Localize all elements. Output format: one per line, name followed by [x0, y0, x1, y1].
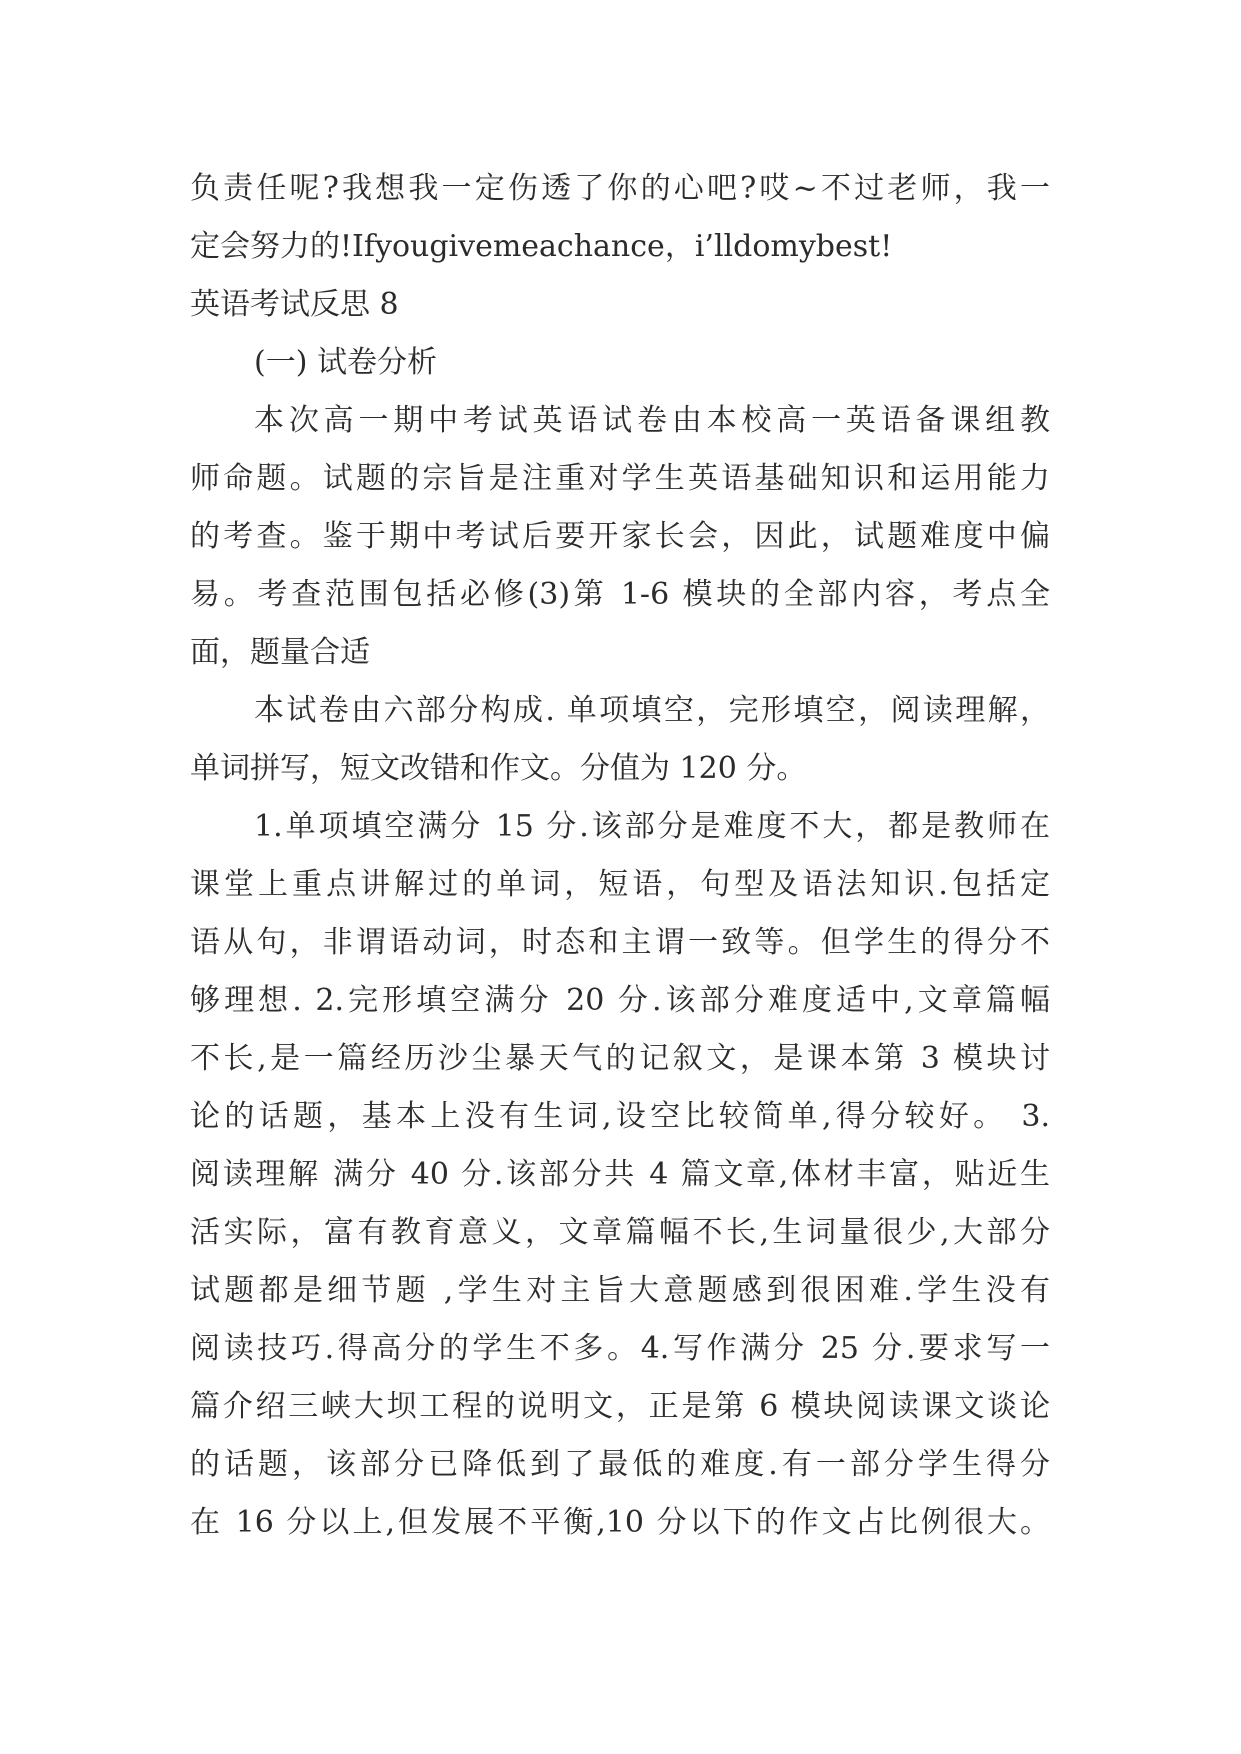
text-line: 阅读理解 满分 40 分.该部分共 4 篇文章,体材丰富，贴近生	[190, 1157, 1050, 1192]
paragraph-first-line: 1.单项填空满分 15 分.该部分是难度不大，都是教师在	[254, 809, 1050, 844]
text-line: 师命题。试题的宗旨是注重对学生英语基础知识和运用能力	[190, 461, 1050, 496]
text-line: 在 16 分以上,但发展不平衡,10 分以下的作文占比例很大。	[190, 1505, 1050, 1540]
text-line: 语从句，非谓语动词，时态和主谓一致等。但学生的得分不	[190, 925, 1050, 960]
text-line: 篇介绍三峡大坝工程的说明文，正是第 6 模块阅读课文谈论	[190, 1389, 1050, 1424]
text-line: 负责任呢?我想我一定伤透了你的心吧?哎~不过老师，我一	[190, 171, 1050, 206]
text-line: 试题都是细节题 ,学生对主旨大意题感到很困难.学生没有	[190, 1273, 1050, 1308]
text-line: 单词拼写，短文改错和作文。分值为 120 分。	[190, 751, 807, 786]
text-line: 课堂上重点讲解过的单词，短语，句型及语法知识.包括定	[190, 867, 1050, 902]
text-line: 定会努力的!Ifyougivemeachance，i’lldomybest!	[190, 229, 893, 264]
text-line: 不长,是一篇经历沙尘暴天气的记叙文，是课本第 3 模块讨	[190, 1041, 1050, 1076]
section-heading: 英语考试反思 8	[190, 287, 399, 322]
text-line: 的考查。鉴于期中考试后要开家长会，因此，试题难度中偏	[190, 519, 1050, 554]
text-line: 的话题，该部分已降低到了最低的难度.有一部分学生得分	[190, 1447, 1050, 1482]
document-body	[190, 160, 1050, 1552]
paragraph-first-line: 本次高一期中考试英语试卷由本校高一英语备课组教	[254, 403, 1050, 438]
text-line: 阅读技巧.得高分的学生不多。4.写作满分 25 分.要求写一	[190, 1331, 1050, 1366]
text-line: 活实际，富有教育意义，文章篇幅不长,生词量很少,大部分	[190, 1215, 1050, 1250]
subsection-heading: (一) 试卷分析	[254, 345, 437, 380]
text-line: 面，题量合适	[190, 635, 370, 670]
text-line: 论的话题，基本上没有生词,设空比较简单,得分较好。 3.	[190, 1099, 1050, 1134]
text-line: 易。考查范围包括必修(3)第 1-6 模块的全部内容，考点全	[190, 577, 1050, 612]
text-line: 够理想. 2.完形填空满分 20 分.该部分难度适中,文章篇幅	[190, 983, 1050, 1018]
paragraph-first-line: 本试卷由六部分构成. 单项填空，完形填空，阅读理解，	[254, 693, 1050, 728]
